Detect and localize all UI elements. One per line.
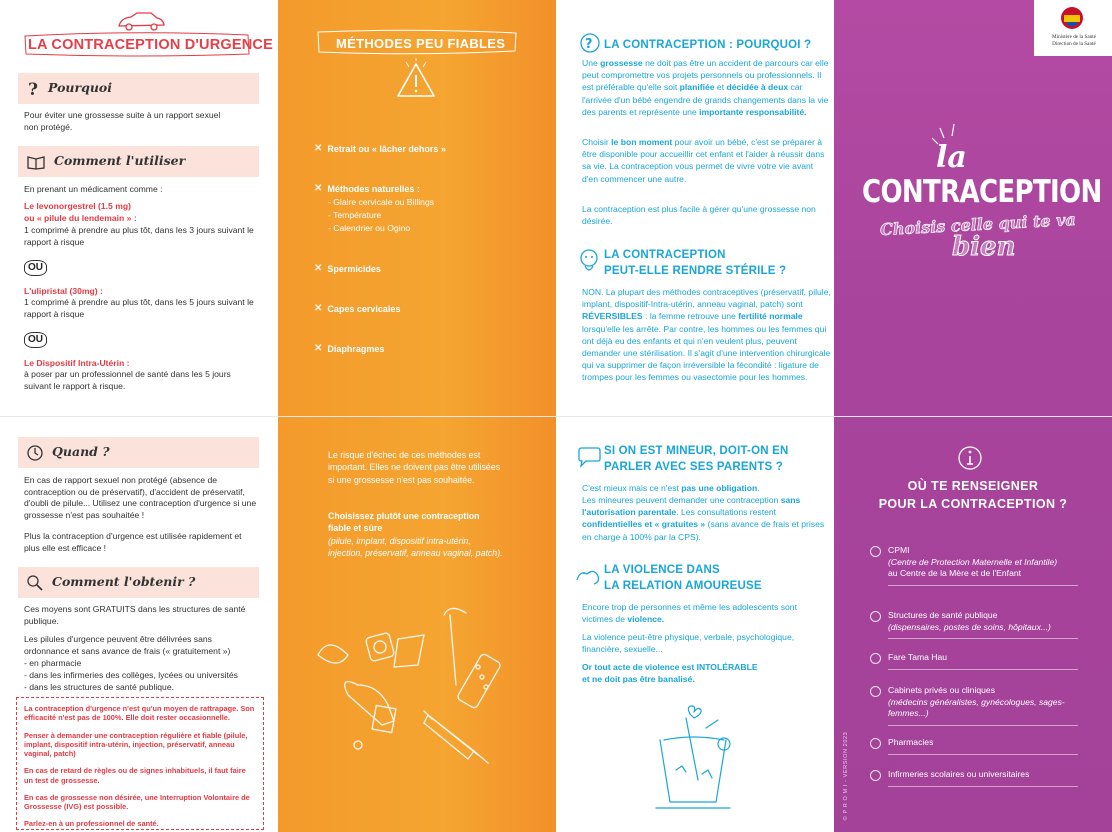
minor-paragraph-2: Les mineures peuvent demander une contraception sans l'autorisation parentale. Les consultations restent confidentielles et « gratuites » (sans avance de frais et prises en charge à 100% par la CPS). [582, 495, 825, 542]
info-location: Pharmacies [888, 737, 1078, 749]
info-location: Cabinets privés ou cliniques (médecins généralistes, gynécologues, sages-femmes...) [888, 685, 1078, 720]
lovers-icon [574, 564, 602, 586]
cross-icon: ✕ [314, 343, 323, 354]
cover-title: CONTRACEPTION [862, 174, 1102, 210]
med1-name-alt: ou « pilule du lendemain » : [24, 213, 137, 223]
obtenir-list-item: - dans les structures de santé publique. [24, 682, 175, 692]
cover-bien: bien [952, 232, 1016, 262]
baby-icon [578, 248, 600, 276]
section-title: Comment l'utiliser [54, 153, 186, 169]
ministry-logo-block [1034, 0, 1112, 56]
cross-icon: ✕ [314, 303, 323, 314]
svg-text:?: ? [585, 37, 593, 52]
location-bullet-icon [870, 611, 881, 622]
warning-triangle-icon [392, 58, 440, 102]
info-icon [956, 444, 984, 472]
quand-text-2: Plus la contraception d'urgence est utilisée rapidement et plus elle est efficace ! [24, 531, 242, 553]
info-location: Fare Tama Hau [888, 652, 1078, 664]
violence-paragraph-1: Encore trop de personnes et même les adolescents sont victimes de violence. [582, 602, 797, 625]
cocktail-glass-doodle-icon [646, 700, 746, 812]
violence-paragraph-2: La violence peut-être physique, verbale, psychologique, financière, sexuelle... [582, 632, 795, 655]
choose-reliable-examples: (pilule, implant, dispositif intra-utérin, injection, préservatif, anneau vaginal, patch). [328, 536, 503, 559]
section-title: Quand ? [52, 444, 110, 460]
why-paragraph-1: Une grossesse ne doit pas être un accident de parcours car elle peut compromettre vos projets personnels ou professionnels. Il est préférable qu'elle soit planifiée et décidée à deux car l'arrivée d'un bébé engendre de grands changements dans la vie des parents et représente une importante responsabilité. [582, 58, 829, 117]
cover-subtitle: Choisis celle qui te va [879, 209, 1077, 240]
method-item: ✕ Méthodes naturelles : [314, 183, 420, 194]
section-title: LA CONTRACEPTION [604, 249, 726, 261]
section-title: PARLER AVEC SES PARENTS ? [604, 461, 784, 473]
location-bullet-icon [870, 770, 881, 781]
method-item: ✕ Retrait ou « lâcher dehors » [314, 143, 446, 154]
ou-separator: OU [24, 260, 47, 276]
cross-icon: ✕ [314, 183, 323, 194]
violence-paragraph-3a: Or tout acte de violence est INTOLÉRABLE [582, 662, 758, 672]
section-obtenir [18, 567, 259, 598]
section-comment-utiliser [18, 146, 259, 177]
contraceptives-doodle-icon [298, 595, 538, 795]
obtenir-list-item: - dans les infirmeries des collèges, lycées ou universités [24, 670, 238, 680]
info-title: OÙ TE RENSEIGNER [907, 479, 1039, 493]
choose-reliable-text: Choisissez plutôt une contraception fiable et sûre [328, 511, 480, 534]
page-title: LA CONTRACEPTION D'URGENCE [28, 37, 273, 53]
med3-name: Le Dispositif Intra-Utérin : [24, 358, 130, 368]
book-icon [26, 154, 46, 170]
why-paragraph-3: La contraception est plus facile à gérer qu'une grossesse non désirée. [582, 204, 816, 227]
section-title: Pourquoi [48, 80, 112, 96]
section-title: PEUT-ELLE RENDRE STÉRILE ? [604, 265, 787, 277]
med3-text: à poser par un professionnel de santé dans les 5 jours suivant le rapport à risque. [24, 369, 231, 391]
sterile-paragraph: NON. La plupart des méthodes contraceptives (préservatif, pilule, implant, dispositif-Intra-utérin, anneau vaginal, patch) sont RÉVERSIBLES : la femme retrouve une fertilité normale lorsqu'elle les arrête. Par contre, les hommes ou les femmes qui ont déjà eu des enfants et qui n'en veulent plus, peuvent demander une stérilisation. Il s'agit d'une intervention chirurgicale qui va supprimer de façon irréversible la fécondité : ligature de trompes pour les femmes ou vasectomie pour les hommes. [582, 287, 831, 383]
speech-bubble-icon [576, 446, 602, 468]
minor-paragraph-1: C'est mieux mais ce n'est pas une obligation. [582, 483, 760, 493]
method-subitem: - Température [328, 210, 382, 220]
clock-icon [26, 444, 44, 462]
info-location: Structures de santé publique (dispensaires, postes de soins, hôpitaux...) [888, 610, 1078, 633]
risk-text: Le risque d'échec de ces méthodes est important. Elles ne doivent pas être utilisées si une grossesse n'est pas souhaitée. [328, 450, 501, 485]
question-mark-icon [26, 80, 40, 98]
med2-text: 1 comprimé à prendre au plus tôt, dans les 5 jours suivant le rapport à risque [24, 297, 254, 319]
cross-icon: ✕ [314, 143, 323, 154]
obtenir-text-1: Ces moyens sont GRATUITS dans les structures de santé publique. [24, 604, 246, 626]
info-location: Infirmeries scolaires ou universitaires [888, 769, 1078, 781]
warning-text: En cas de grossesse non désirée, une Interruption Volontaire de Grossesse (IVG) est possible. [24, 792, 250, 811]
method-subitem: - Glaire cervicale ou Billings [328, 197, 435, 207]
method-subitem: - Calendrier ou Ogino [328, 223, 411, 233]
med2-name: L'ulipristal (30mg) : [24, 286, 103, 296]
violence-paragraph-3b: et ne doit pas être banalisé. [582, 674, 695, 684]
warning-text: Penser à demander une contraception régulière et fiable (pilule, implant, dispositif intra-utérin, injection, préservatif, anneau vaginal, patch) [24, 730, 248, 758]
section-quand [18, 437, 259, 468]
location-bullet-icon [870, 686, 881, 697]
warning-text: La contraception d'urgence n'est qu'un moyen de rattrapage. Son efficacité n'est pas de 100%. Elle doit rester occasionnelle. [24, 704, 255, 723]
method-item: ✕ Spermicides [314, 263, 381, 274]
med1-text: 1 comprimé à prendre au plus tôt, dans les 3 jours suivant le rapport à risque [24, 225, 254, 247]
section-title: LA CONTRACEPTION : POURQUOI ? [604, 39, 812, 51]
section-title: LA RELATION AMOUREUSE [604, 580, 762, 592]
ministry-name: Ministère de la Santé Direction de la Santé [1052, 34, 1096, 47]
warning-text: En cas de retard de règles ou de signes inhabituels, il faut faire un test de grossesse. [24, 766, 246, 785]
utiliser-intro: En prenant un médicament comme : [24, 184, 163, 194]
info-title: POUR LA CONTRACEPTION ? [878, 497, 1068, 511]
warning-box [16, 697, 264, 830]
med1-name: Le levonorgestrel (1.5 mg) [24, 201, 131, 211]
car-doodle-icon [115, 10, 167, 32]
section-title: Comment l'obtenir ? [52, 574, 196, 590]
location-bullet-icon [870, 738, 881, 749]
french-polynesia-seal-icon [1060, 6, 1084, 30]
location-bullet-icon [870, 546, 881, 557]
method-item: ✕ Capes cervicales [314, 303, 401, 314]
ou-separator: OU [24, 332, 47, 348]
svg-text:?: ? [28, 79, 38, 98]
panel-title: MÉTHODES PEU FIABLES [336, 36, 506, 51]
why-paragraph-2: Choisir le bon moment pour avoir un bébé, c'est se préparer à être disponible pour accueillir cet enfant et l'aider à réussir dans sa vie. La contraception vous permet de vivre votre vie avant d'en commencer une autre. [582, 137, 825, 184]
location-bullet-icon [870, 653, 881, 664]
cover-la: la [936, 140, 967, 175]
section-title: LA VIOLENCE DANS [604, 564, 720, 576]
method-item: ✕ Diaphragmes [314, 343, 385, 354]
info-location: CPMI (Centre de Protection Maternelle et Infantile) au Centre de la Mère et de l'Enfant [888, 545, 1078, 580]
section-pourquoi [18, 73, 259, 104]
question-mark-icon [580, 32, 600, 54]
obtenir-list-item: - en pharmacie [24, 658, 82, 668]
section-title: SI ON EST MINEUR, DOIT-ON EN [604, 445, 789, 457]
pourquoi-text: Pour éviter une grossesse suite à un rapport sexuel non protégé. [24, 110, 221, 132]
quand-text-1: En cas de rapport sexuel non protégé (absence de contraception ou de préservatif), d'accident de préservatif, d'oubli de pilule... Utilisez une contraception d'urgence si une grossesse n'est pas souhaitée ! [24, 475, 257, 520]
magnifier-icon [26, 574, 44, 592]
fold-line [0, 416, 1112, 417]
obtenir-text-2: Les pilules d'urgence peuvent être délivrées sans ordonnance et sans avance de frais (« gratuitement ») [24, 634, 231, 656]
cross-icon: ✕ [314, 263, 323, 274]
version-note: © P R O M I - VERSION 2023 [843, 731, 849, 821]
warning-text: Parlez-en à un professionnel de santé. [24, 819, 159, 829]
